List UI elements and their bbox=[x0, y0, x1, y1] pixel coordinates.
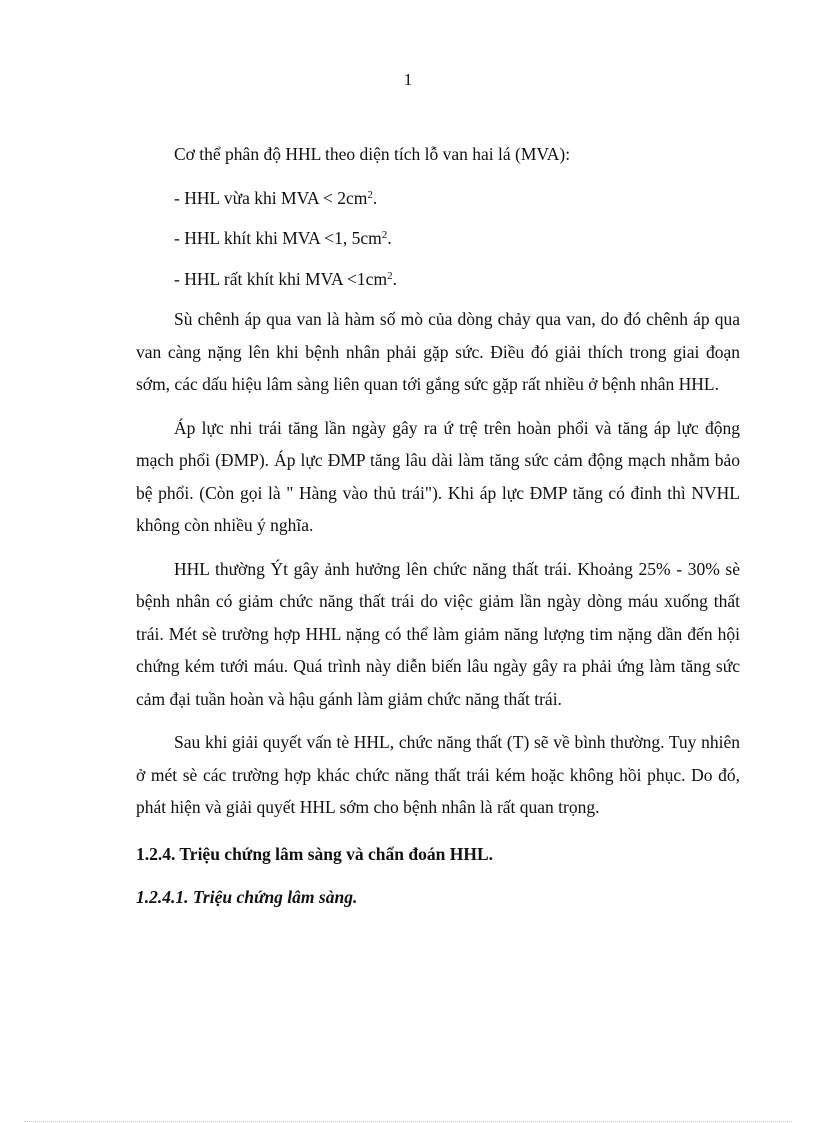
bullet-item bbox=[136, 222, 740, 255]
bullet-text: - HHL khít khi MVA <1, 5cm bbox=[174, 228, 382, 248]
superscript: 2 bbox=[367, 188, 373, 201]
section-heading: 1.2.4. Triệu chứng lâm sàng và chẩn đoán HHL. bbox=[136, 843, 493, 864]
bullet-text: - HHL vừa khi MVA < 2cm bbox=[174, 187, 368, 208]
superscript: 2 bbox=[381, 229, 388, 241]
page-bottom-divider bbox=[24, 1121, 792, 1122]
bullet-item bbox=[136, 263, 740, 296]
subsection-heading: 1.2.4.1. Triệu chứng lâm sàng. bbox=[136, 887, 358, 907]
superscript: 2 bbox=[387, 269, 393, 282]
bullet-text: - HHL rất khít khi MVA <1cm bbox=[174, 268, 388, 289]
bullet-item bbox=[136, 182, 740, 215]
bullet-end: . bbox=[372, 187, 378, 208]
bullet-end: . bbox=[387, 228, 392, 248]
body-paragraph: Sù chênh áp qua van là hàm số mò của dòng chảy qua van, do đó chênh áp qua van càng nặng lên khi bệnh nhân phải gặp sức. Điều đó giải thích trong giai đoạn sớm, các dấu hiệu lâm sàng liên quan tới gắng sức gặp rất nhiều ở bệnh nhân HHL. bbox=[136, 309, 740, 394]
intro-paragraph: Cơ thể phân độ HHL theo diện tích lỗ van hai lá (MVA): bbox=[174, 144, 571, 164]
document-body bbox=[136, 138, 740, 925]
bullet-end: . bbox=[392, 268, 397, 289]
body-paragraph: Áp lực nhi trái tăng lần ngày gây ra ứ trệ trên hoàn phổi và tăng áp lực động mạch phổi (ĐMP). Áp lực ĐMP tăng lâu dài làm tăng sức cảm động mạch nhằm bảo bệ phổi. (Còn gọi là " Hàng vào thủ trái"). Khi áp lực ĐMP tăng có đỉnh thì NVHL không còn nhiều ý nghĩa. bbox=[136, 417, 740, 535]
body-paragraph: Sau khi giải quyết vấn tè HHL, chức năng thất (T) sẽ về bình thường. Tuy nhiên ở mét sè các trường hợp khác chức năng thất trái kém hoặc không hồi phục. Do đó, phát hiện và giải quyết HHL sớm cho bệnh nhân là rất quan trọng. bbox=[136, 732, 740, 817]
page-number: 1 bbox=[403, 70, 413, 89]
body-paragraph: HHL thường Ýt gây ảnh hưởng lên chức năng thất trái. Khoảng 25% - 30% sè bệnh nhân có giảm chức năng thất trái do việc giảm lần ngày dòng máu xuống thất trái. Mét sè trường hợp HHL nặng có thể làm giảm năng lượng tim nặng dần đến hội chứng kém tưới máu. Quá trình này diễn biến lâu ngày gây ra phải ứng làm tăng sức cảm đại tuần hoàn và hậu gánh làm giảm chức năng thất trái. bbox=[136, 558, 740, 709]
